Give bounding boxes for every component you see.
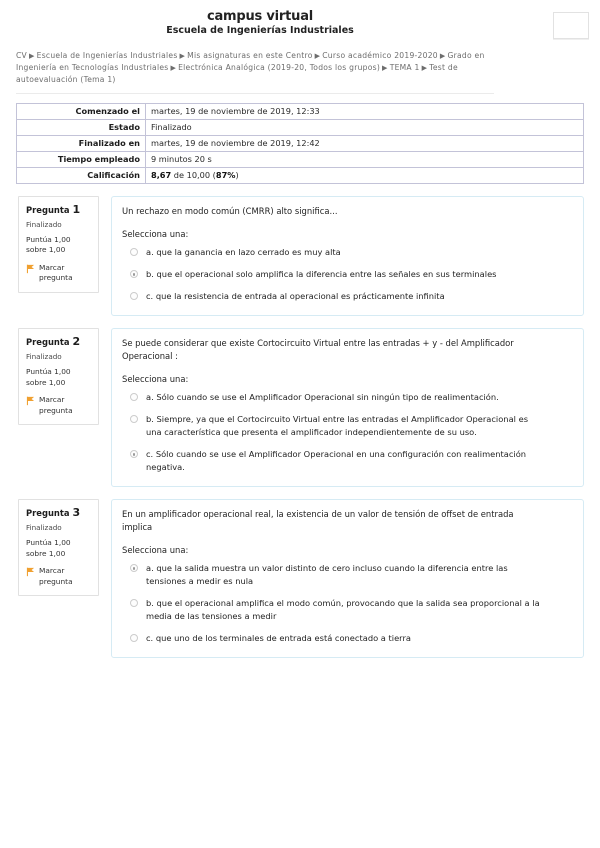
answer-option[interactable] bbox=[122, 562, 573, 588]
flag-question-label: Marcar pregunta bbox=[39, 395, 73, 415]
summary-label: Estado bbox=[17, 119, 146, 135]
answer-label: c. Sólo cuando se use el Amplificador Operacional en una configuración con realimentación negativa. bbox=[146, 449, 527, 473]
answer-options bbox=[122, 562, 573, 645]
question-title bbox=[26, 204, 92, 216]
table-row bbox=[17, 119, 584, 135]
answer-options bbox=[122, 391, 573, 474]
breadcrumb-separator-icon: ▶ bbox=[314, 52, 321, 60]
answer-radio-button[interactable] bbox=[130, 393, 138, 401]
flag-question-label: Marcar pregunta bbox=[39, 566, 73, 586]
answer-radio-button[interactable] bbox=[130, 564, 138, 572]
question-content bbox=[111, 328, 584, 487]
question-state: Finalizado bbox=[26, 352, 62, 362]
breadcrumb-separator-icon: ▶ bbox=[179, 52, 186, 60]
answer-prompt: Selecciona una: bbox=[122, 374, 189, 385]
flag-question-button[interactable] bbox=[26, 566, 92, 587]
breadcrumb-item[interactable]: Electrónica Analógica (2019-20, Todos los grupos) bbox=[178, 63, 381, 73]
question-info-panel bbox=[18, 328, 99, 425]
question-state: Finalizado bbox=[26, 523, 62, 533]
summary-label: Comenzado el bbox=[17, 103, 146, 119]
answer-option[interactable] bbox=[122, 413, 573, 439]
answer-option[interactable] bbox=[122, 597, 573, 623]
question-marks: Puntúa 1,00 sobre 1,00 bbox=[26, 367, 71, 387]
breadcrumb-item[interactable]: Grado en Ingeniería en Tecnologías Industriales bbox=[16, 51, 485, 73]
flag-question-button[interactable] bbox=[26, 395, 92, 416]
flag-question-label: Marcar pregunta bbox=[39, 262, 73, 283]
answer-radio-button[interactable] bbox=[130, 599, 138, 607]
answer-radio-button[interactable] bbox=[130, 634, 138, 642]
question-state: Finalizado bbox=[26, 219, 62, 229]
question-block bbox=[18, 328, 584, 487]
question-block bbox=[18, 499, 584, 658]
answer-radio-button[interactable] bbox=[130, 270, 138, 278]
answer-label: b. Siempre, ya que el Cortocircuito Virtual entre las entradas el Amplificador Operacional es una característica que presenta el amplificador independientemente de su uso. bbox=[146, 414, 529, 438]
answer-option[interactable] bbox=[122, 246, 573, 259]
table-row bbox=[17, 135, 584, 151]
site-subtitle: Escuela de Ingenierías Industriales bbox=[166, 25, 354, 36]
answer-prompt: Selecciona una: bbox=[122, 229, 189, 240]
answer-radio-button[interactable] bbox=[130, 248, 138, 256]
summary-label: Calificación bbox=[17, 167, 146, 183]
question-block bbox=[18, 196, 584, 317]
breadcrumb-item[interactable]: Mis asignaturas en este Centro bbox=[187, 51, 313, 60]
question-info-panel bbox=[18, 499, 99, 596]
question-marks: Puntúa 1,00 sobre 1,00 bbox=[26, 538, 71, 558]
breadcrumb-item[interactable]: Escuela de Ingenierías Industriales bbox=[36, 51, 178, 60]
summary-value: 9 minutos 20 s bbox=[146, 151, 584, 167]
question-title-word: Pregunta bbox=[26, 337, 73, 348]
answer-option[interactable] bbox=[122, 268, 573, 281]
question-title bbox=[26, 336, 92, 348]
answer-label: b. que el operacional solo amplifica la diferencia entre las señales en sus terminales bbox=[146, 269, 497, 280]
breadcrumb-separator-icon: ▶ bbox=[382, 64, 388, 73]
flag-icon bbox=[26, 264, 35, 274]
question-title bbox=[26, 507, 92, 519]
question-content bbox=[111, 499, 584, 658]
questions-list bbox=[0, 196, 600, 659]
page-header bbox=[0, 0, 600, 45]
breadcrumb-item[interactable]: Curso académico 2019-2020 bbox=[322, 51, 438, 60]
answer-radio-button[interactable] bbox=[130, 292, 138, 300]
answer-label: a. que la ganancia en lazo cerrado es muy alta bbox=[146, 247, 341, 258]
site-title: campus virtual bbox=[206, 9, 314, 24]
breadcrumb-separator-icon: ▶ bbox=[29, 52, 35, 60]
answer-label: a. que la salida muestra un valor distinto de cero incluso cuando la diferencia entre las tensiones a medir es nula bbox=[146, 563, 508, 587]
breadcrumb-separator-icon: ▶ bbox=[170, 64, 177, 73]
answer-option[interactable] bbox=[122, 632, 573, 645]
flag-icon bbox=[26, 567, 35, 577]
quiz-summary-table bbox=[16, 103, 584, 184]
question-content bbox=[111, 196, 584, 317]
summary-value: Finalizado bbox=[146, 119, 584, 135]
answer-option[interactable] bbox=[122, 391, 573, 404]
answer-option[interactable] bbox=[122, 448, 573, 474]
answer-radio-button[interactable] bbox=[130, 415, 138, 423]
question-text: Se puede considerar que existe Cortocircuito Virtual entre las entradas + y - del Amplificador Operacional : bbox=[122, 338, 514, 361]
table-row bbox=[17, 151, 584, 167]
question-title-word: Pregunta bbox=[26, 508, 73, 519]
summary-value: martes, 19 de noviembre de 2019, 12:33 bbox=[146, 103, 584, 119]
placeholder-image bbox=[553, 12, 589, 39]
table-row bbox=[17, 103, 584, 119]
flag-question-button[interactable] bbox=[26, 263, 92, 284]
question-title-word: Pregunta bbox=[26, 204, 73, 215]
answer-label: a. Sólo cuando se use el Amplificador Operacional sin ningún tipo de realimentación. bbox=[146, 392, 499, 403]
answer-label: b. que el operacional amplifica el modo común, provocando que la salida sea proporcional a la media de las tensiones a medir bbox=[146, 598, 540, 622]
answer-label: c. que la resistencia de entrada al operacional es prácticamente infinita bbox=[146, 291, 445, 302]
question-marks: Puntúa 1,00 sobre 1,00 bbox=[26, 234, 71, 255]
breadcrumb bbox=[16, 50, 494, 94]
summary-value: 8,67 de 10,00 (87%) bbox=[146, 167, 584, 183]
breadcrumb-item[interactable]: TEMA 1 bbox=[389, 63, 420, 73]
summary-label: Finalizado en bbox=[17, 135, 146, 151]
summary-value: martes, 19 de noviembre de 2019, 12:42 bbox=[146, 135, 584, 151]
table-row bbox=[17, 167, 584, 183]
site-branding bbox=[0, 9, 520, 37]
answer-label: c. que uno de los terminales de entrada está conectado a tierra bbox=[146, 633, 411, 644]
answer-prompt: Selecciona una: bbox=[122, 545, 189, 556]
question-number: 3 bbox=[72, 506, 81, 520]
question-text: Un rechazo en modo común (CMRR) alto significa... bbox=[122, 205, 338, 216]
answer-option[interactable] bbox=[122, 290, 573, 303]
breadcrumb-separator-icon: ▶ bbox=[439, 52, 446, 60]
answer-options bbox=[122, 246, 573, 303]
flag-icon bbox=[26, 396, 35, 406]
question-number: 2 bbox=[72, 335, 81, 349]
answer-radio-button[interactable] bbox=[130, 450, 138, 458]
summary-label: Tiempo empleado bbox=[17, 151, 146, 167]
breadcrumb-item[interactable]: Test de autoevaluación (Tema 1) bbox=[16, 63, 458, 85]
breadcrumb-separator-icon: ▶ bbox=[421, 64, 428, 73]
breadcrumb-item[interactable]: CV bbox=[16, 51, 27, 60]
question-text: En un amplificador operacional real, la existencia de un valor de tensión de offset de entrada implica bbox=[122, 509, 514, 532]
question-info-panel bbox=[18, 196, 99, 293]
question-number: 1 bbox=[72, 202, 81, 216]
